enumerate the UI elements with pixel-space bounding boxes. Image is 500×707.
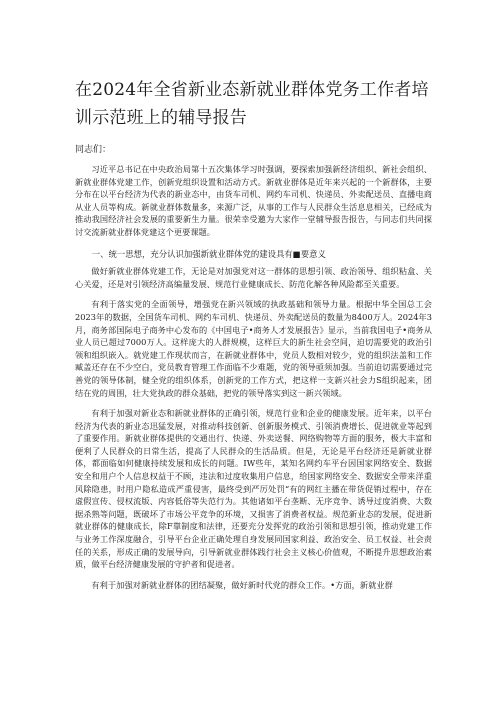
document-title: 在2024年全省新业态新就业群体党务工作者培训示范班上的辅导报告 bbox=[75, 80, 429, 128]
greeting: 同志们： bbox=[75, 145, 112, 155]
paragraph-intro: 习近平总书记在中央政治局第十五次集体学习时强调，要探索加强新经济组织、新社会组织、新就业群体党建工作，创新党组织设置和活动方式。新就业群体是近年来兴起的一个新群体，主要分布在以平台经济为代表的新业态中，由货车司机、网约车司机、快递员、外卖配送员、直播电商从业人员等构成。新就业群体数量多，来源广泛，从事的工作与人民群众生活息息相关，已经成为推动我国经济社会发展的重要新生力量。很荣幸受邀为大家作一堂辅导报告报告，与同志们共同探讨交流新就业群体党建这个更要课题。 bbox=[75, 164, 432, 237]
paragraph-point-2: 有利于加强对新业态和新就业群体的正确引领，规范行业和企业的健康发展。近年来，以平台经济为代表的新业态迅猛发展，对推动科技创新、创新服务模式、引领消费增长、促进就业等起到了重要作用。新就业群体提供的交通出行、快递、外卖送餐、网络购物等方面的服务，极大丰富和便利了人民群众的日常生活，提高了人民群众的生活品质。但是，无论是平台经济还是新就业群体，都面临如何健康持续发展和成长的问题。IW些年，某知名网约车平台因国家网络安全、数据安全和用户个人信息权益于不顾，违法和过度收集用户信息，给国家网络安全、数据安全带来洋重风除隐患，时用户隐私造成严重侵害，最终受到严厉处罚“有的网红主播在带货促销过程中，存在虚假宣传、侵权流版、内容低俗等失范行为。其他诸如平台垄断、无序竞争、诱导过度消费、大数据杀熟等问题，既破坏了市场公平竞争的环境，又损害了消费者权益。规范新业态的发展，促进新就业群体的健康成长，除F靠制度和法律，还要充分发挥党的政治引领和思想引领，推动党建工作与业务工作深度融合，引导平台企业正确处理自身发展同国家利益、政治安全、员工权益、社会责任的关系，形成正确的发展导向，引导新就业群体践行社会主义核心价值观，不断提升思想政治素质，做平台经济健康发展的守护者和促进者。 bbox=[75, 408, 432, 570]
paragraph-section-intro: 做好新就业群体党建工作，无论是对加强党对这一群体的思想引领、政治领导、组织粘盒、关心关爱，还是对引领经济高编量发展、规范行业健康成长、防范化解各种风险都至关重要。 bbox=[75, 266, 432, 289]
paragraph-point-1: 有利于落实党的全面领导，增强党在新兴领域的执政基础和领导力量。根据中华全国总工会2023年的数据，全国货车司机、网约车司机、快递员、外卖配送员的数量为8400万人。2024年3月，商务部国际电子商务中心发布的《中国电子•商务人才发展报告》显示，当前我国电子•商务从业人员已超过7000万人。这样庞大的人群规模，这样巨大的新生社会空间，迫切需要党的政治引领和组织嵌入。就党建工作现状而言，在新就业群体中，党员人数相对较少，党的组织法盖和工作臧盖还存在不少空白，党员教育管理工作面临不少难题，党的领导亟须加强。当前迫切需要通过完善党的领导体制，健全党的组织体系，创新党的工作方式，把这样一支新兴社会力S组织起来，团结在党的周围，壮大党执政的群众基础，把党的领导落实到这一新兴领域。 bbox=[75, 299, 432, 398]
section-heading: 一、统一思想，充分认识加强新就业群体党的建设具有■要意义 bbox=[91, 248, 326, 259]
paragraph-point-3: 有利于加强对新就业群体的团结凝聚，做好新时代党的群众工作。•方面，新就业群 bbox=[91, 579, 393, 590]
